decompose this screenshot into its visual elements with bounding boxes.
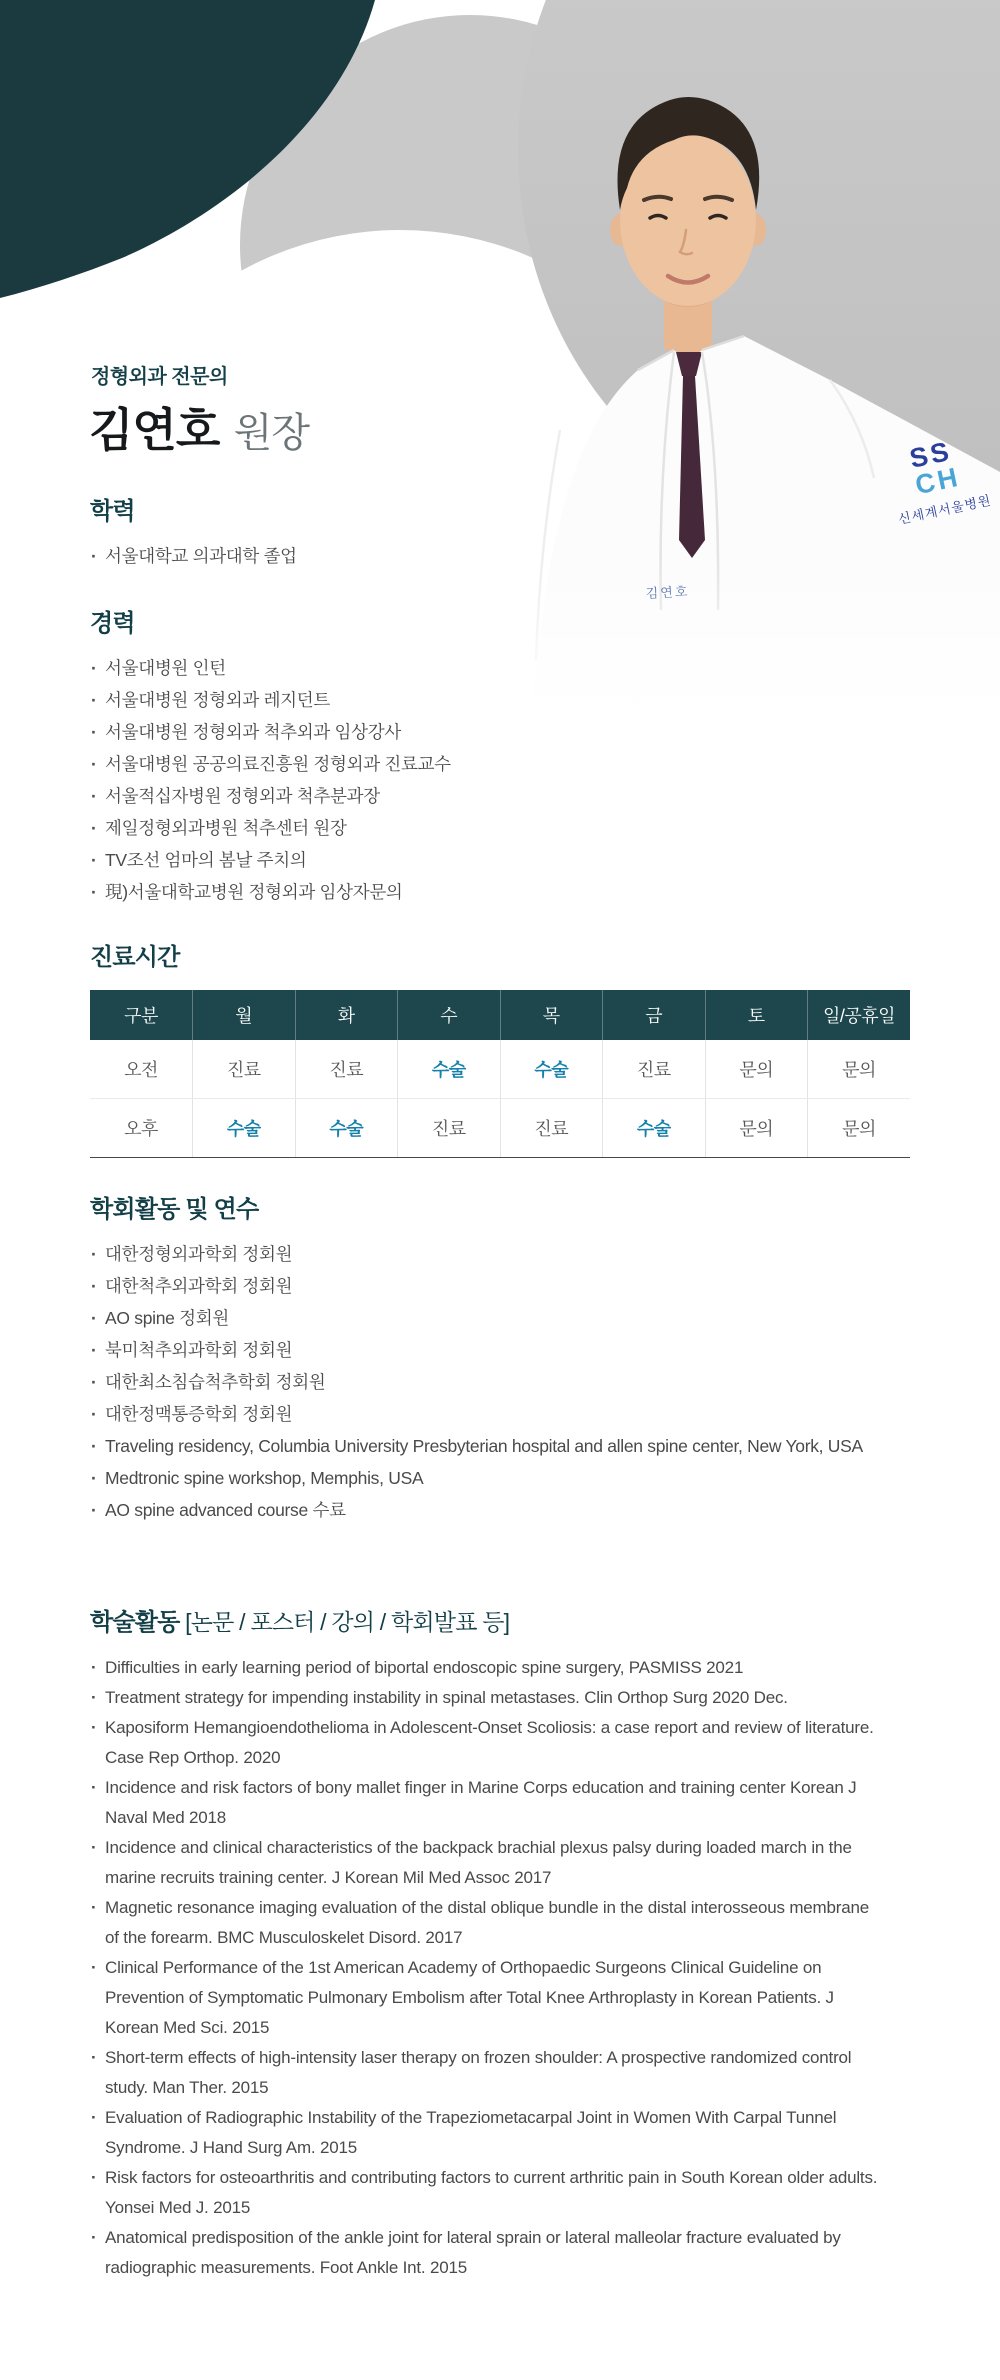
list-item: · Traveling residency, Columbia University Presbyterian hospital and allen spine center, New York, USA (90, 1430, 925, 1462)
list-item: · Medtronic spine workshop, Memphis, USA (90, 1462, 925, 1494)
publications-list (90, 1653, 882, 2283)
table-header-row (90, 990, 910, 1040)
publications-section (90, 1606, 925, 2283)
hours-cell: 문의 (705, 1099, 808, 1158)
societies-heading: 학회활동 및 연수 (90, 1196, 259, 1223)
table-row (90, 1040, 910, 1099)
hours-cell: 문의 (808, 1040, 911, 1099)
hours-cell: 진료 (603, 1040, 706, 1099)
list-item: · 서울대병원 공공의료진흥원 정형외과 진료교수 (90, 748, 925, 780)
svg-text:CH: CH (912, 461, 963, 501)
list-item: · Risk factors for osteoarthritis and contributing factors to current arthritic pain in South Korean older adults. Yonsei Med J. 2015 (90, 2163, 882, 2223)
publications-heading (90, 1606, 925, 1639)
hours-cell: 수술 (398, 1040, 501, 1099)
list-item: · Difficulties in early learning period of biportal endoscopic spine surgery, PASMISS 2021 (90, 1653, 882, 1683)
hours-cell: 문의 (705, 1040, 808, 1099)
publications-heading-suffix: [논문 / 포스터 / 강의 / 학회발표 등] (179, 1609, 510, 1635)
list-item: · 제일정형외과병원 척추센터 원장 (90, 812, 925, 844)
education-heading: 학력 (90, 498, 135, 525)
column-header: 목 (500, 990, 603, 1040)
list-item: · 서울적십자병원 정형외과 척추분과장 (90, 780, 925, 812)
list-item: · Short-term effects of high-intensity laser therapy on frozen shoulder: A prospective randomized control study. Man Ther. 2015 (90, 2043, 882, 2103)
list-item: · 대한최소침습척추학회 정회원 (90, 1366, 925, 1398)
publications-heading-main: 학술활동 (90, 1609, 180, 1636)
column-header: 수 (398, 990, 501, 1040)
societies-list (90, 1238, 925, 1526)
list-item: · 現)서울대학교병원 정형외과 임상자문의 (90, 876, 925, 908)
list-item: · AO spine 정회원 (90, 1302, 925, 1334)
hours-cell: 수술 (500, 1040, 603, 1099)
list-item: · 북미척추외과학회 정회원 (90, 1334, 925, 1366)
column-header: 구분 (90, 990, 193, 1040)
column-header: 일/공휴일 (808, 990, 911, 1040)
hours-cell: 문의 (808, 1099, 911, 1158)
doctor-name-row (89, 394, 309, 460)
list-item: · Evaluation of Radiographic Instability of the Trapeziometacarpal Joint in Women With Carpal Tunnel Syndrome. J Hand Surg Am. 2015 (90, 2103, 882, 2163)
hours-heading: 진료시간 (90, 944, 180, 971)
list-item: · AO spine advanced course 수료 (90, 1494, 925, 1526)
row-label: 오후 (90, 1099, 193, 1158)
specialty-label: 정형외과 전문의 (91, 366, 228, 388)
hours-cell: 진료 (295, 1040, 398, 1099)
column-header: 토 (705, 990, 808, 1040)
list-item: · 서울대병원 인턴 (90, 652, 925, 684)
hours-cell: 수술 (193, 1099, 296, 1158)
svg-text:신세계서울병원: 신세계서울병원 (896, 492, 993, 527)
hours-cell: 진료 (193, 1040, 296, 1099)
hours-section (90, 942, 925, 1158)
list-item: · Incidence and clinical characteristics of the backpack brachial plexus palsy during loaded march in the marine recruits training center. J Korean Mil Med Assoc 2017 (90, 1833, 882, 1893)
list-item: · 서울대학교 의과대학 졸업 (90, 540, 925, 572)
list-item: · 서울대병원 정형외과 척추외과 임상강사 (90, 716, 925, 748)
svg-text:SS: SS (907, 435, 955, 474)
column-header: 월 (193, 990, 296, 1040)
societies-section (90, 1194, 925, 1526)
career-section (90, 608, 925, 908)
column-header: 금 (603, 990, 706, 1040)
column-header: 화 (295, 990, 398, 1040)
education-section (90, 496, 925, 572)
row-label: 오전 (90, 1040, 193, 1099)
career-list (90, 652, 925, 908)
hours-cell: 진료 (500, 1099, 603, 1158)
list-item: · 서울대병원 정형외과 레지던트 (90, 684, 925, 716)
table-row (90, 1099, 910, 1158)
doctor-name: 김연호 (89, 404, 220, 456)
hours-cell: 수술 (295, 1099, 398, 1158)
list-item: · TV조선 엄마의 봄날 주치의 (90, 844, 925, 876)
office-hours-table (90, 990, 910, 1158)
list-item: · Kaposiform Hemangioendothelioma in Adolescent-Onset Scoliosis: a case report and review of literature. Case Rep Orthop. 2020 (90, 1713, 882, 1773)
education-list (90, 540, 925, 572)
list-item: · Clinical Performance of the 1st American Academy of Orthopaedic Surgeons Clinical Guideline on Prevention of Symptomatic Pulmonary Embolism after Total Knee Arthroplasty in Korean Patients. J Korean Med Sci. 2015 (90, 1953, 882, 2043)
list-item: · Incidence and risk factors of bony mallet finger in Marine Corps education and training center Korean J Naval Med 2018 (90, 1773, 882, 1833)
list-item: · Anatomical predisposition of the ankle joint for lateral sprain or lateral malleolar fracture evaluated by radiographic measurements. Foot Ankle Int. 2015 (90, 2223, 882, 2283)
list-item: · 대한정맥통증학회 정회원 (90, 1398, 925, 1430)
hours-cell: 수술 (603, 1099, 706, 1158)
hours-cell: 진료 (398, 1099, 501, 1158)
career-heading: 경력 (90, 610, 135, 637)
doctor-title: 원장 (233, 411, 310, 455)
list-item: · 대한척추외과학회 정회원 (90, 1270, 925, 1302)
list-item: · Treatment strategy for impending instability in spinal metastases. Clin Orthop Surg 2020 Dec. (90, 1683, 882, 1713)
list-item: · Magnetic resonance imaging evaluation of the distal oblique bundle in the distal interosseous membrane of the forearm. BMC Musculoskelet Disord. 2017 (90, 1893, 882, 1953)
list-item: · 대한정형외과학회 정회원 (90, 1238, 925, 1270)
